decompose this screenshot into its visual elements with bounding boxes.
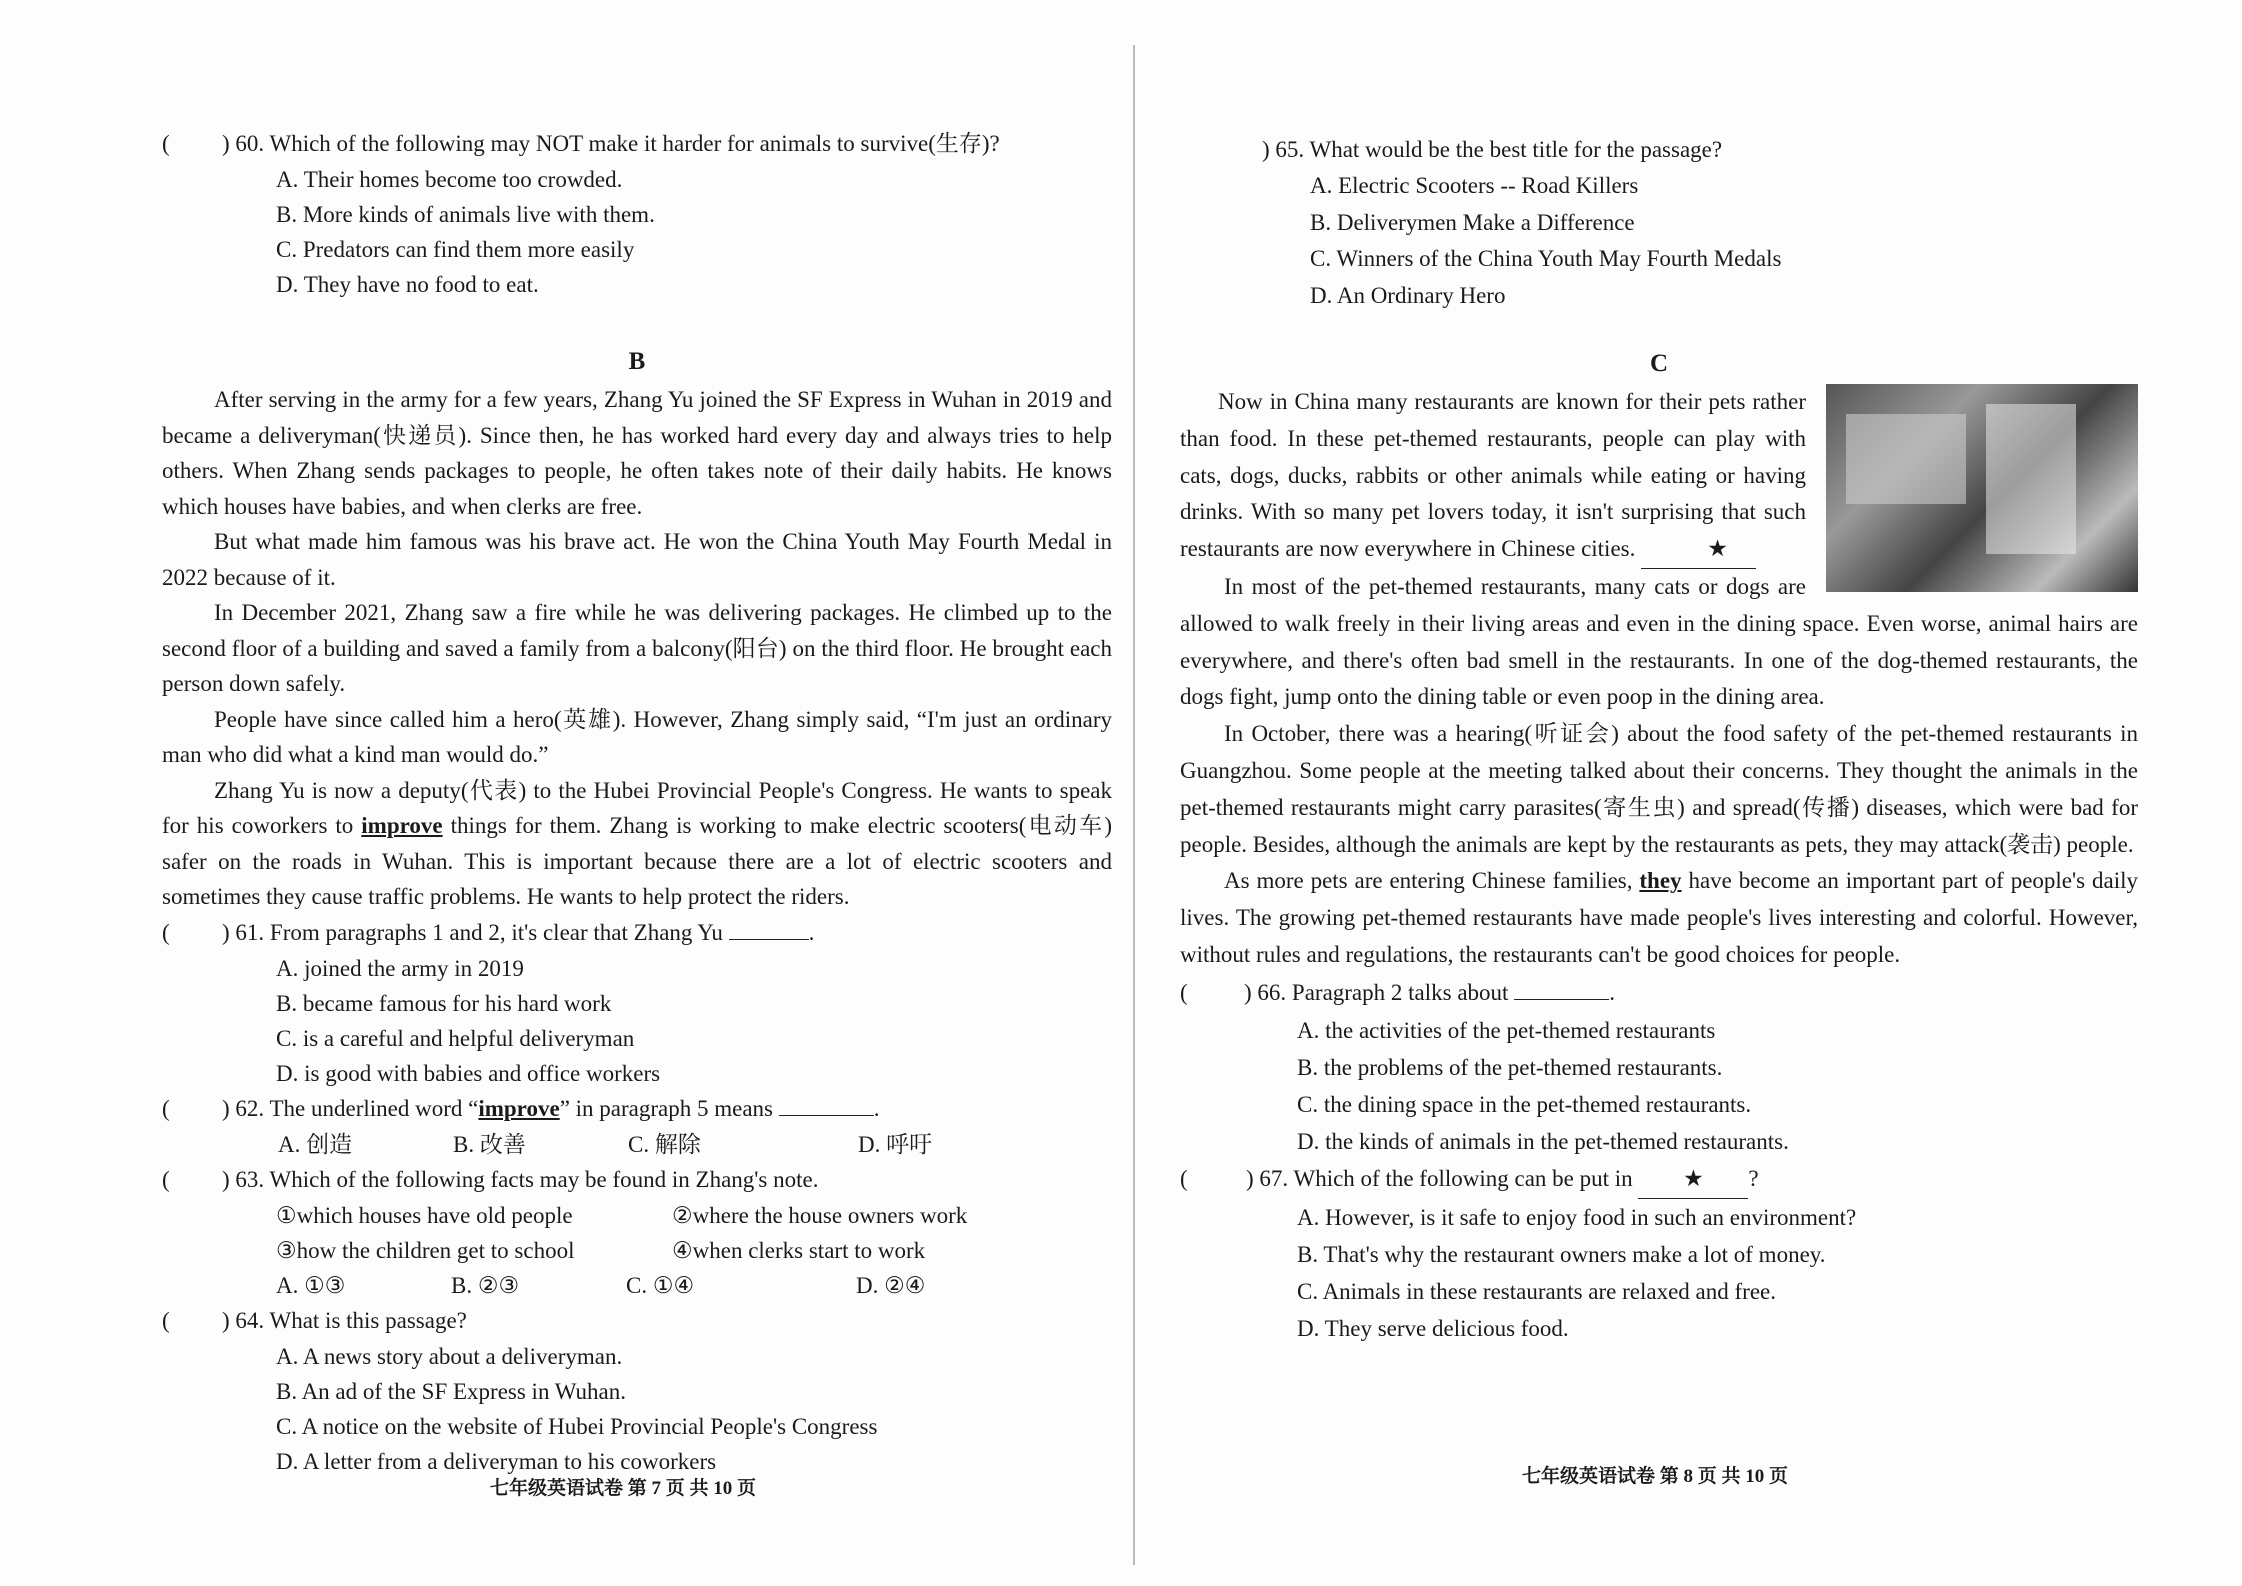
question-end: . xyxy=(1609,979,1615,1005)
answer-blank[interactable] xyxy=(729,939,809,940)
underlined-word: they xyxy=(1639,868,1682,894)
question-text: ” in paragraph 5 means xyxy=(559,1095,773,1121)
paragraph-text: As more pets are entering Chinese families, xyxy=(1224,868,1640,894)
page-8 xyxy=(1150,0,2242,1586)
paragraph xyxy=(162,773,1112,915)
question-end: ? xyxy=(1748,1165,1759,1191)
paragraph xyxy=(1180,863,2138,973)
option-c: C. the dining space in the pet-themed restaurants. xyxy=(1297,1091,1752,1117)
page-footer: 七年级英语试卷 第 7 页 共 10 页 xyxy=(490,1478,757,1499)
option-c: C. ①④ xyxy=(626,1272,695,1298)
answer-paren: ( xyxy=(162,1166,170,1192)
answer-paren: ( xyxy=(162,131,170,156)
option-a: A. A news story about a deliveryman. xyxy=(276,1343,623,1369)
question-text: ) 66. Paragraph 2 talks about xyxy=(1244,979,1509,1005)
question-text: ) 61. From paragraphs 1 and 2, it's clear that Zhang Yu xyxy=(222,919,723,945)
section-c xyxy=(1180,344,2138,974)
question-text: ) 62. The underlined word “ xyxy=(222,1095,479,1121)
question-end: . xyxy=(808,919,815,945)
question-end: . xyxy=(873,1095,880,1121)
question-61 xyxy=(162,915,1120,1091)
option-d: D. 呼吁 xyxy=(858,1131,933,1157)
answer-paren: ( xyxy=(1180,979,1188,1005)
question-65 xyxy=(1180,132,2242,314)
option-d: D. A letter from a deliveryman to his coworkers xyxy=(276,1448,717,1474)
option-a: A. Their homes become too crowded. xyxy=(276,167,623,192)
paragraph: In October, there was a hearing(听证会) about the food safety of the pet-themed restaurants in Guangzhou. Some people at the meeting talked about their concerns. They thought the animals in the pet-themed restaurants might carry parasites(寄生虫) and spread(传播) diseases, which were bad for people. Besides, although the animals are kept by the restaurants as pets, they may attack(袭击) people. xyxy=(1180,721,2138,857)
star-blank: ★ xyxy=(1641,531,1756,569)
paragraph-text: have become an important part of people's daily lives. The growing pet-themed restaurants have made people's lives interesting and colorful. However, without rules and regulations, the restaurants can't be good choices for people. xyxy=(1180,868,2138,967)
fact-1: ①which houses have old people xyxy=(276,1202,573,1228)
option-a: A. the activities of the pet-themed restaurants xyxy=(1297,1017,1716,1043)
option-a: A. However, is it safe to enjoy food in such an environment? xyxy=(1297,1204,1857,1230)
option-b: B. ②③ xyxy=(451,1272,520,1298)
option-b: B. 改善 xyxy=(453,1131,526,1157)
option-c: C. is a careful and helpful deliveryman xyxy=(276,1025,635,1051)
option-d: D. the kinds of animals in the pet-themed restaurants. xyxy=(1297,1128,1789,1154)
option-b: B. That's why the restaurant owners make a lot of money. xyxy=(1297,1241,1826,1267)
option-a: A. ①③ xyxy=(276,1272,346,1298)
question-text: ) 64. What is this passage? xyxy=(222,1307,467,1333)
question-62 xyxy=(162,1091,1120,1162)
star-blank: ★ xyxy=(1638,1160,1748,1199)
page-footer: 七年级英语试卷 第 8 页 共 10 页 xyxy=(1522,1466,1789,1487)
fact-2: ②where the house owners work xyxy=(672,1202,968,1228)
option-c: C. A notice on the website of Hubei Provincial People's Congress xyxy=(276,1413,878,1439)
answer-paren: ( xyxy=(162,919,170,945)
underlined-word: improve xyxy=(478,1095,560,1121)
answer-paren: ( xyxy=(1180,1165,1188,1191)
option-d: D. They have no food to eat. xyxy=(276,272,539,297)
answer-blank[interactable] xyxy=(779,1115,874,1116)
section-heading: B xyxy=(628,348,646,375)
question-text: ) 65. What would be the best title for the passage? xyxy=(1262,137,1723,162)
option-b: B. the problems of the pet-themed restaurants. xyxy=(1297,1054,1723,1080)
page-7 xyxy=(0,0,1120,1586)
question-text: ) 67. Which of the following can be put in xyxy=(1246,1165,1633,1191)
page-divider xyxy=(1133,45,1135,1565)
answer-paren: ( xyxy=(162,1307,170,1333)
answer-blank[interactable] xyxy=(1514,999,1609,1000)
paragraph: But what made him famous was his brave act. He won the China Youth May Fourth Medal in 2022 because of it. xyxy=(162,529,1112,590)
fact-3: ③how the children get to school xyxy=(276,1237,575,1263)
option-c: C. Winners of the China Youth May Fourth Medals xyxy=(1310,246,1782,271)
paragraph-text: Zhang Yu is now a deputy(代表) to the Hubei Provincial People's Congress. He wants to speak for his coworkers to xyxy=(162,777,1112,838)
paragraph: People have since called him a hero(英雄). However, Zhang simply said, “I'm just an ordinary man who did what a kind man would do.” xyxy=(162,706,1112,767)
paragraph-text: things for them. Zhang is working to make electric scooters(电动车) safer on the roads in Wuhan. This is important because there are a lot of electric scooters and sometimes they cause traffic problems. He wants to help protect the riders. xyxy=(162,813,1112,909)
option-a: A. joined the army in 2019 xyxy=(276,955,524,981)
question-64 xyxy=(162,1303,1120,1479)
option-d: D. is good with babies and office workers xyxy=(276,1060,661,1086)
option-d: D. ②④ xyxy=(856,1272,926,1298)
option-a: A. Electric Scooters -- Road Killers xyxy=(1310,173,1639,198)
question-63 xyxy=(162,1162,1120,1303)
option-b: B. Deliverymen Make a Difference xyxy=(1310,209,1635,235)
question-text: ) 63. Which of the following facts may be found in Zhang's note. xyxy=(222,1166,819,1192)
option-a: A. 创造 xyxy=(278,1131,353,1157)
option-d: D. They serve delicious food. xyxy=(1297,1315,1569,1341)
option-c: C. Animals in these restaurants are relaxed and free. xyxy=(1297,1278,1776,1304)
question-67 xyxy=(1180,1160,2242,1347)
option-b: B. More kinds of animals live with them. xyxy=(276,202,655,227)
section-heading: C xyxy=(1649,350,1669,377)
option-c: C. 解除 xyxy=(628,1131,701,1157)
paragraph-text: Now in China many restaurants are known for their pets rather than food. In these pet-themed restaurants, people can play with cats, dogs, ducks, rabbits or other animals while eating or having drinks. With so many pet lovers today, it isn't surprising that such restaurants are now everywhere in Chinese cities. xyxy=(1180,389,1806,562)
option-b: B. became famous for his hard work xyxy=(276,990,612,1016)
fact-4: ④when clerks start to work xyxy=(672,1237,926,1263)
paragraph: In most of the pet-themed restaurants, many cats or dogs are allowed to walk freely in their living areas and even in the dining space. Even worse, animal hairs are everywhere, and there's often bad smell in the restaurants. In one of the dog-themed restaurants, the dogs fight, jump onto the dining table or even poop in the dining area. xyxy=(1180,573,2138,710)
answer-paren: ( xyxy=(162,1095,170,1121)
restaurant-photo xyxy=(1826,384,2138,592)
section-b xyxy=(162,342,1112,915)
paragraph: In December 2021, Zhang saw a fire while he was delivering packages. He climbed up to the second floor of a building and saved a family from a balcony(阳台) on the third floor. He brought each person down safely. xyxy=(162,600,1112,696)
underlined-word: improve xyxy=(361,813,443,838)
question-66 xyxy=(1180,974,2242,1160)
option-d: D. An Ordinary Hero xyxy=(1310,282,1506,308)
paragraph: After serving in the army for a few years, Zhang Yu joined the SF Express in Wuhan in 2019 and became a deliveryman(快递员). Since then, he has worked hard every day and always tries to help others. When Zhang sends packages to people, he often takes note of their daily habits. He knows which houses have babies, and when clerks are free. xyxy=(162,387,1112,519)
question-60 xyxy=(162,126,1120,302)
question-text: ) 60. Which of the following may NOT make it harder for animals to survive(生存)? xyxy=(222,131,1000,156)
option-c: C. Predators can find them more easily xyxy=(276,237,635,262)
option-b: B. An ad of the SF Express in Wuhan. xyxy=(276,1378,627,1404)
